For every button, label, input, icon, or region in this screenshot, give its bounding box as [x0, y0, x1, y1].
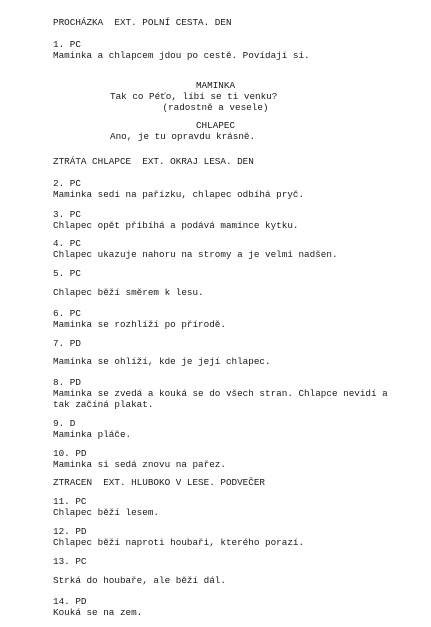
- shot-label: 8. PD: [53, 377, 81, 388]
- shot-label: 4. PC: [53, 238, 81, 249]
- shot-description: Maminka se zvedá a kouká se do všech stran. Chlapce nevidí a: [53, 388, 388, 399]
- shot-description: Chlapec opět přibíhá a podává mamince kytku.: [53, 220, 299, 231]
- shot-label: 9. D: [53, 418, 76, 429]
- shot-description: Chlapec ukazuje nahoru na stromy a je velmi nadšen.: [53, 249, 338, 260]
- shot-label: 12. PD: [53, 526, 87, 537]
- shot-description: Maminka se rozhlíží po přírodě.: [53, 319, 226, 330]
- scene-heading: PROCHÁZKA EXT. POLNÍ CESTA. DEN: [53, 17, 232, 28]
- shot-description: Maminka sedí na pařízku, chlapec odbíhá pryč.: [53, 189, 305, 200]
- shot-label: 2. PC: [53, 178, 81, 189]
- shot-description: Maminka se ohlíží, kde je její chlapec.: [53, 356, 271, 367]
- shot-description: Maminka si sedá znovu na pařez.: [53, 459, 226, 470]
- shot-label: 11. PC: [53, 496, 87, 507]
- shot-label: 3. PC: [53, 209, 81, 220]
- shot-description: Chlapec běží lesem.: [53, 507, 160, 518]
- shot-description: Chlapec běží směrem k lesu.: [53, 287, 204, 298]
- shot-description: Maminka a chlapcem jdou po cestě. Povídají si.: [53, 50, 310, 61]
- shot-label: 5. PC: [53, 268, 81, 279]
- shot-label: 6. PC: [53, 308, 81, 319]
- dialogue-line: Tak co Péťo, líbí se ti venku?: [110, 91, 278, 102]
- shot-description: tak začíná plakat.: [53, 399, 154, 410]
- character-name: CHLAPEC: [195, 120, 236, 131]
- scene-heading: ZTRÁTA CHLAPCE EXT. OKRAJ LESA. DEN: [53, 156, 254, 167]
- shot-label: 14. PD: [53, 596, 87, 607]
- character-name: MAMINKA: [195, 80, 236, 91]
- scene-heading: ZTRACEN EXT. HLUBOKO V LESE. PODVEČER: [53, 477, 266, 488]
- dialogue-line: Ano, je tu opravdu krásně.: [110, 131, 256, 142]
- shot-description: Maminka pláče.: [53, 429, 132, 440]
- shot-label: 13. PC: [53, 556, 87, 567]
- shot-description: Strká do houbaře, ale běží dál.: [53, 575, 226, 586]
- shot-description: Kouká se na zem.: [53, 607, 143, 618]
- shot-label: 7. PD: [53, 338, 81, 349]
- parenthetical: (radostně a vesele): [162, 102, 269, 113]
- shot-label: 1. PC: [53, 39, 81, 50]
- shot-label: 10. PD: [53, 448, 87, 459]
- shot-description: Chlapec běží naproti houbaři, kterého porazí.: [53, 537, 305, 548]
